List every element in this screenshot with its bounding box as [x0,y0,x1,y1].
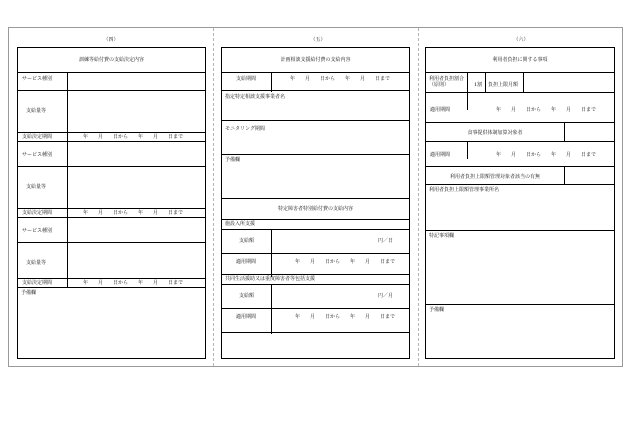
period-dates: 年 月 日から 年 月 日まで [290,76,391,82]
remarks-label: 予備欄 [21,290,37,296]
apply-period-dates: 年 月 日から 年 月 日まで [496,107,597,113]
page-number-middle: （五） [310,37,326,43]
burden-ratio-label: 利用者負担割合（原則） [429,76,465,88]
amount-label: 支給量等 [26,260,47,266]
panel-title: 訓練等給付費の支給決定内容 [78,57,144,63]
panel-title: 計画相談支援給付費の支給内容 [280,57,351,63]
meal-target-label: 食事提供体制加算対象者 [467,130,523,136]
pay-amount-label: 支給額 [239,238,255,244]
apply-period-label: 適用期間 [430,152,451,158]
mgmt-office-label: 利用者負担上限額管理事業所名 [429,187,500,193]
apply-period-label: 適用期間 [430,107,451,113]
apply-period-dates: 年 月 日から 年 月 日まで [295,259,396,265]
per-day-unit: 円／日 [378,238,394,244]
period-dates: 年 月 日から 年 月 日まで [83,210,184,216]
monthly-cap-label: 負担上限月額 [488,82,519,88]
fold-line [213,28,214,366]
amount-label: 支給量等 [26,184,47,190]
apply-period-dates: 年 月 日から 年 月 日まで [496,152,597,158]
page-number-left: （四） [103,37,119,43]
apply-period-label: 適用期間 [236,259,257,265]
monitoring-period-label: モニタリング期間 [225,126,265,132]
period-label: 支給決定期間 [22,280,53,286]
remarks-label: 予備欄 [429,307,445,313]
special-notes-label: 特記事項欄 [429,233,455,239]
service-type-label: サービス種別 [22,76,53,82]
fold-line [418,28,419,366]
certificate-sheet [8,27,623,367]
page-number-right: （六） [513,37,529,43]
group-home-label: 共同生活援助又は重度障害者等包括支援 [225,276,316,282]
per-month-unit: 円／月 [378,293,394,299]
amount-label: 支給量等 [26,108,47,114]
user-burden-panel [425,47,615,359]
period-dates: 年 月 日から 年 月 日まで [83,134,184,140]
training-benefit-panel [17,47,206,359]
consultation-benefit-panel [221,47,410,359]
service-type-label: サービス種別 [22,152,53,158]
remarks-label: 予備欄 [225,157,241,163]
designated-office-label: 指定特定相談支援事業者名 [225,94,286,100]
apply-period-label: 適用期間 [236,314,257,320]
period-label: 支給期間 [236,76,257,82]
special-benefit-title: 特定障害者特別給付費の支給内容 [277,206,353,212]
period-label: 支給決定期間 [22,210,53,216]
period-dates: 年 月 日から 年 月 日まで [83,280,184,286]
mgmt-target-label: 利用者負担上限額管理対象者該当の有無 [449,174,540,180]
pay-amount-label: 支給額 [239,293,255,299]
service-type-label: サービス種別 [22,228,53,234]
facility-support-label: 施設入所支援 [225,221,256,227]
panel-title: 利用者負担に関する事項 [492,57,548,63]
period-label: 支給決定期間 [22,134,53,140]
burden-ratio-value: 1割 [474,82,483,88]
apply-period-dates: 年 月 日から 年 月 日まで [295,314,396,320]
